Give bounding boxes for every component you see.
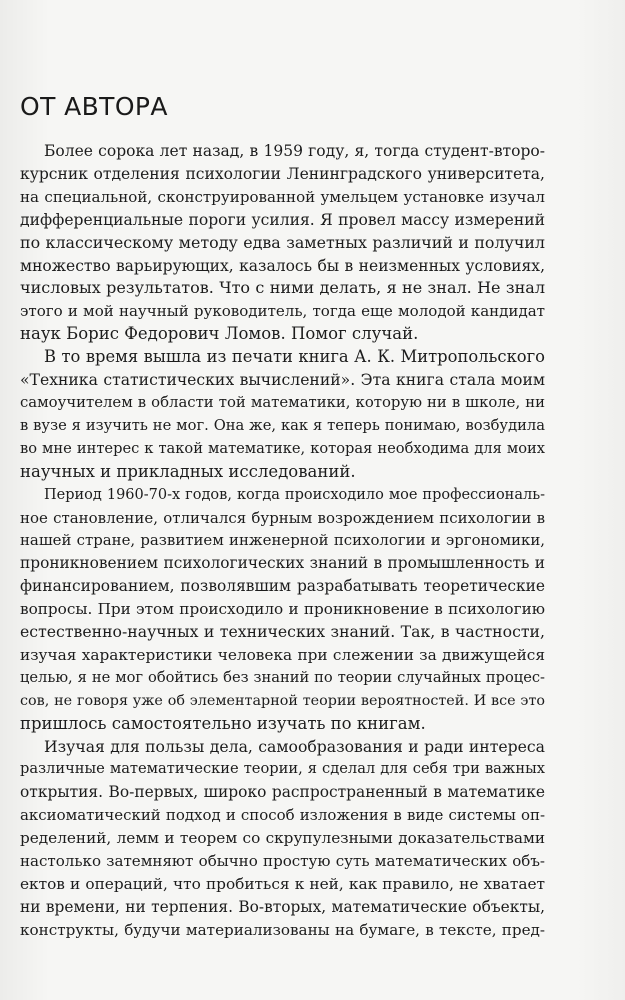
- paragraph-3: [20, 484, 545, 736]
- text-line: конструкты, будучи материализованы на бумаге, в тексте, пред-: [20, 920, 545, 939]
- text-line: Изучая для пользы дела, самообразования и ради интереса: [44, 736, 545, 756]
- text-line: сов, не говоря уже об элементарной теории вероятностей. И все это: [20, 692, 545, 709]
- text-line: множество варьирующих, казалось бы в неизменных условиях,: [20, 256, 545, 275]
- text-line: наук Борис Федорович Ломов. Помог случай.: [20, 324, 419, 344]
- text-line: Более сорока лет назад, в 1959 году, я, тогда студент-второ-: [44, 142, 545, 160]
- text-line: числовых результатов. Что с ними делать, я не знал. Не знал: [20, 278, 545, 298]
- text-line: изучая характеристики человека при слежении за движущейся: [20, 645, 545, 664]
- paragraph-2: [20, 346, 545, 483]
- text-line: ное становление, отличался бурным возрождением психологии в: [20, 508, 545, 527]
- text-line: по классическому методу едва заметных различий и получил: [20, 232, 545, 252]
- text-line: финансированием, позволявшим разрабатывать теоретические: [20, 577, 545, 596]
- text-line: открытия. Во-первых, широко распространенный в математике: [20, 783, 545, 802]
- text-line: на специальной, сконструированной умельцем установке изучал: [20, 187, 545, 206]
- text-line: самоучителем в области той математики, которую ни в школе, ни: [20, 393, 545, 411]
- text-line: этого и мой научный руководитель, тогда еще молодой кандидат: [20, 302, 545, 321]
- paragraph-1: [20, 140, 545, 346]
- text-line: курсник отделения психологии Ленинградского университета,: [20, 164, 545, 183]
- section-heading: ОТ АВТОРА: [20, 92, 168, 121]
- show-through-text: [30, 40, 590, 70]
- text-line: вопросы. При этом происходило и проникновение в психологию: [20, 600, 545, 619]
- text-line: Период 1960-70-х годов, когда происходило мое профессиональ-: [44, 486, 545, 503]
- text-line: во мне интерес к такой математике, которая необходима для моих: [20, 439, 545, 457]
- text-line: научных и прикладных исследований.: [20, 461, 356, 481]
- text-line: дифференциальные пороги усилия. Я провел массу измерений: [20, 210, 545, 229]
- text-line: «Техника статистических вычислений». Эта книга стала моим: [20, 371, 545, 390]
- text-line: ни времени, ни терпения. Во-вторых, математические объекты,: [20, 897, 545, 916]
- text-line: в вузе я изучить не мог. Она же, как я теперь понимаю, возбудила: [20, 416, 545, 434]
- text-line: различные математические теории, я сделал для себя три важных: [20, 760, 545, 778]
- text-line: пришлось самостоятельно изучать по книгам.: [20, 713, 426, 733]
- text-line: проникновением психологических знаний в промышленность и: [20, 554, 545, 573]
- text-line: настолько затемняют обычно простую суть математических объ-: [20, 852, 545, 871]
- text-line: В то время вышла из печати книга А. К. Митропольского: [44, 347, 545, 367]
- text-line: целью, я не мог обойтись без знаний по теории случайных процес-: [20, 668, 545, 686]
- text-line: нашей стране, развитием инженерной психологии и эргономики,: [20, 531, 545, 550]
- text-line: аксиоматический подход и способ изложения в виде системы оп-: [20, 806, 545, 825]
- text-line: ектов и операций, что пробиться к ней, как правило, не хватает: [20, 875, 545, 893]
- body-text: [20, 140, 545, 942]
- paragraph-4: [20, 736, 545, 942]
- text-line: ределений, лемм и теорем со скрупулезными доказательствами: [20, 829, 545, 848]
- text-line: естественно-научных и технических знаний. Так, в частности,: [20, 622, 545, 642]
